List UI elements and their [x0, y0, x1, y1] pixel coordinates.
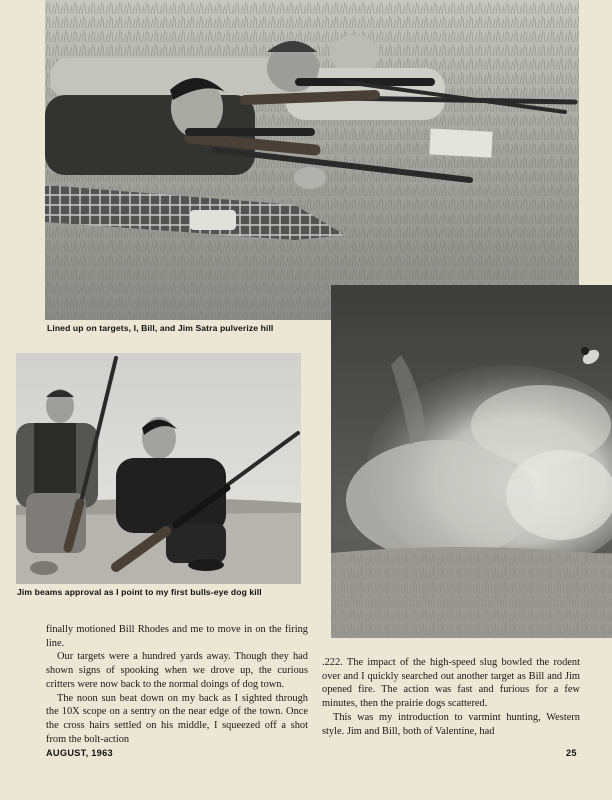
middle-photo-caption: Jim beams approval as I point to my first bulls-eye dog kill: [17, 587, 262, 597]
right-paragraph: This was my introduction to varmint hunting, Western style. Jim and Bill, both of Valentine, had: [322, 711, 580, 737]
left-paragraph: Our targets were a hundred yards away. Though they had shown signs of spooking when we drove up, the curious critters were now back to the normal doings of dog town.: [46, 651, 308, 690]
dust-explosion-photo: [331, 285, 612, 638]
article-left-column: [46, 623, 308, 746]
article-right-column: [322, 656, 580, 738]
issue-date: AUGUST, 1963: [46, 748, 113, 758]
prone-riflemen-photo: [45, 0, 579, 320]
right-paragraph: .222. The impact of the high-speed slug bowled the rodent over and I quickly searched out another target as Bill and Jim opened fire. The action was fast and furious for a few minutes, then the prairie dogs scattered.: [322, 657, 580, 710]
top-photo-caption: Lined up on targets, I, Bill, and Jim Satra pulverize hill: [47, 323, 274, 333]
kneeling-hunters-photo: [16, 353, 301, 584]
left-paragraph: The noon sun beat down on my back as I sighted through the 10X scope on a sentry on the near edge of the town. Once the cross hairs settled on his middle, I squeezed off a shot from the bolt-action: [46, 692, 308, 745]
page-number: 25: [566, 748, 577, 758]
left-paragraph: finally motioned Bill Rhodes and me to move in on the firing line.: [46, 624, 308, 649]
